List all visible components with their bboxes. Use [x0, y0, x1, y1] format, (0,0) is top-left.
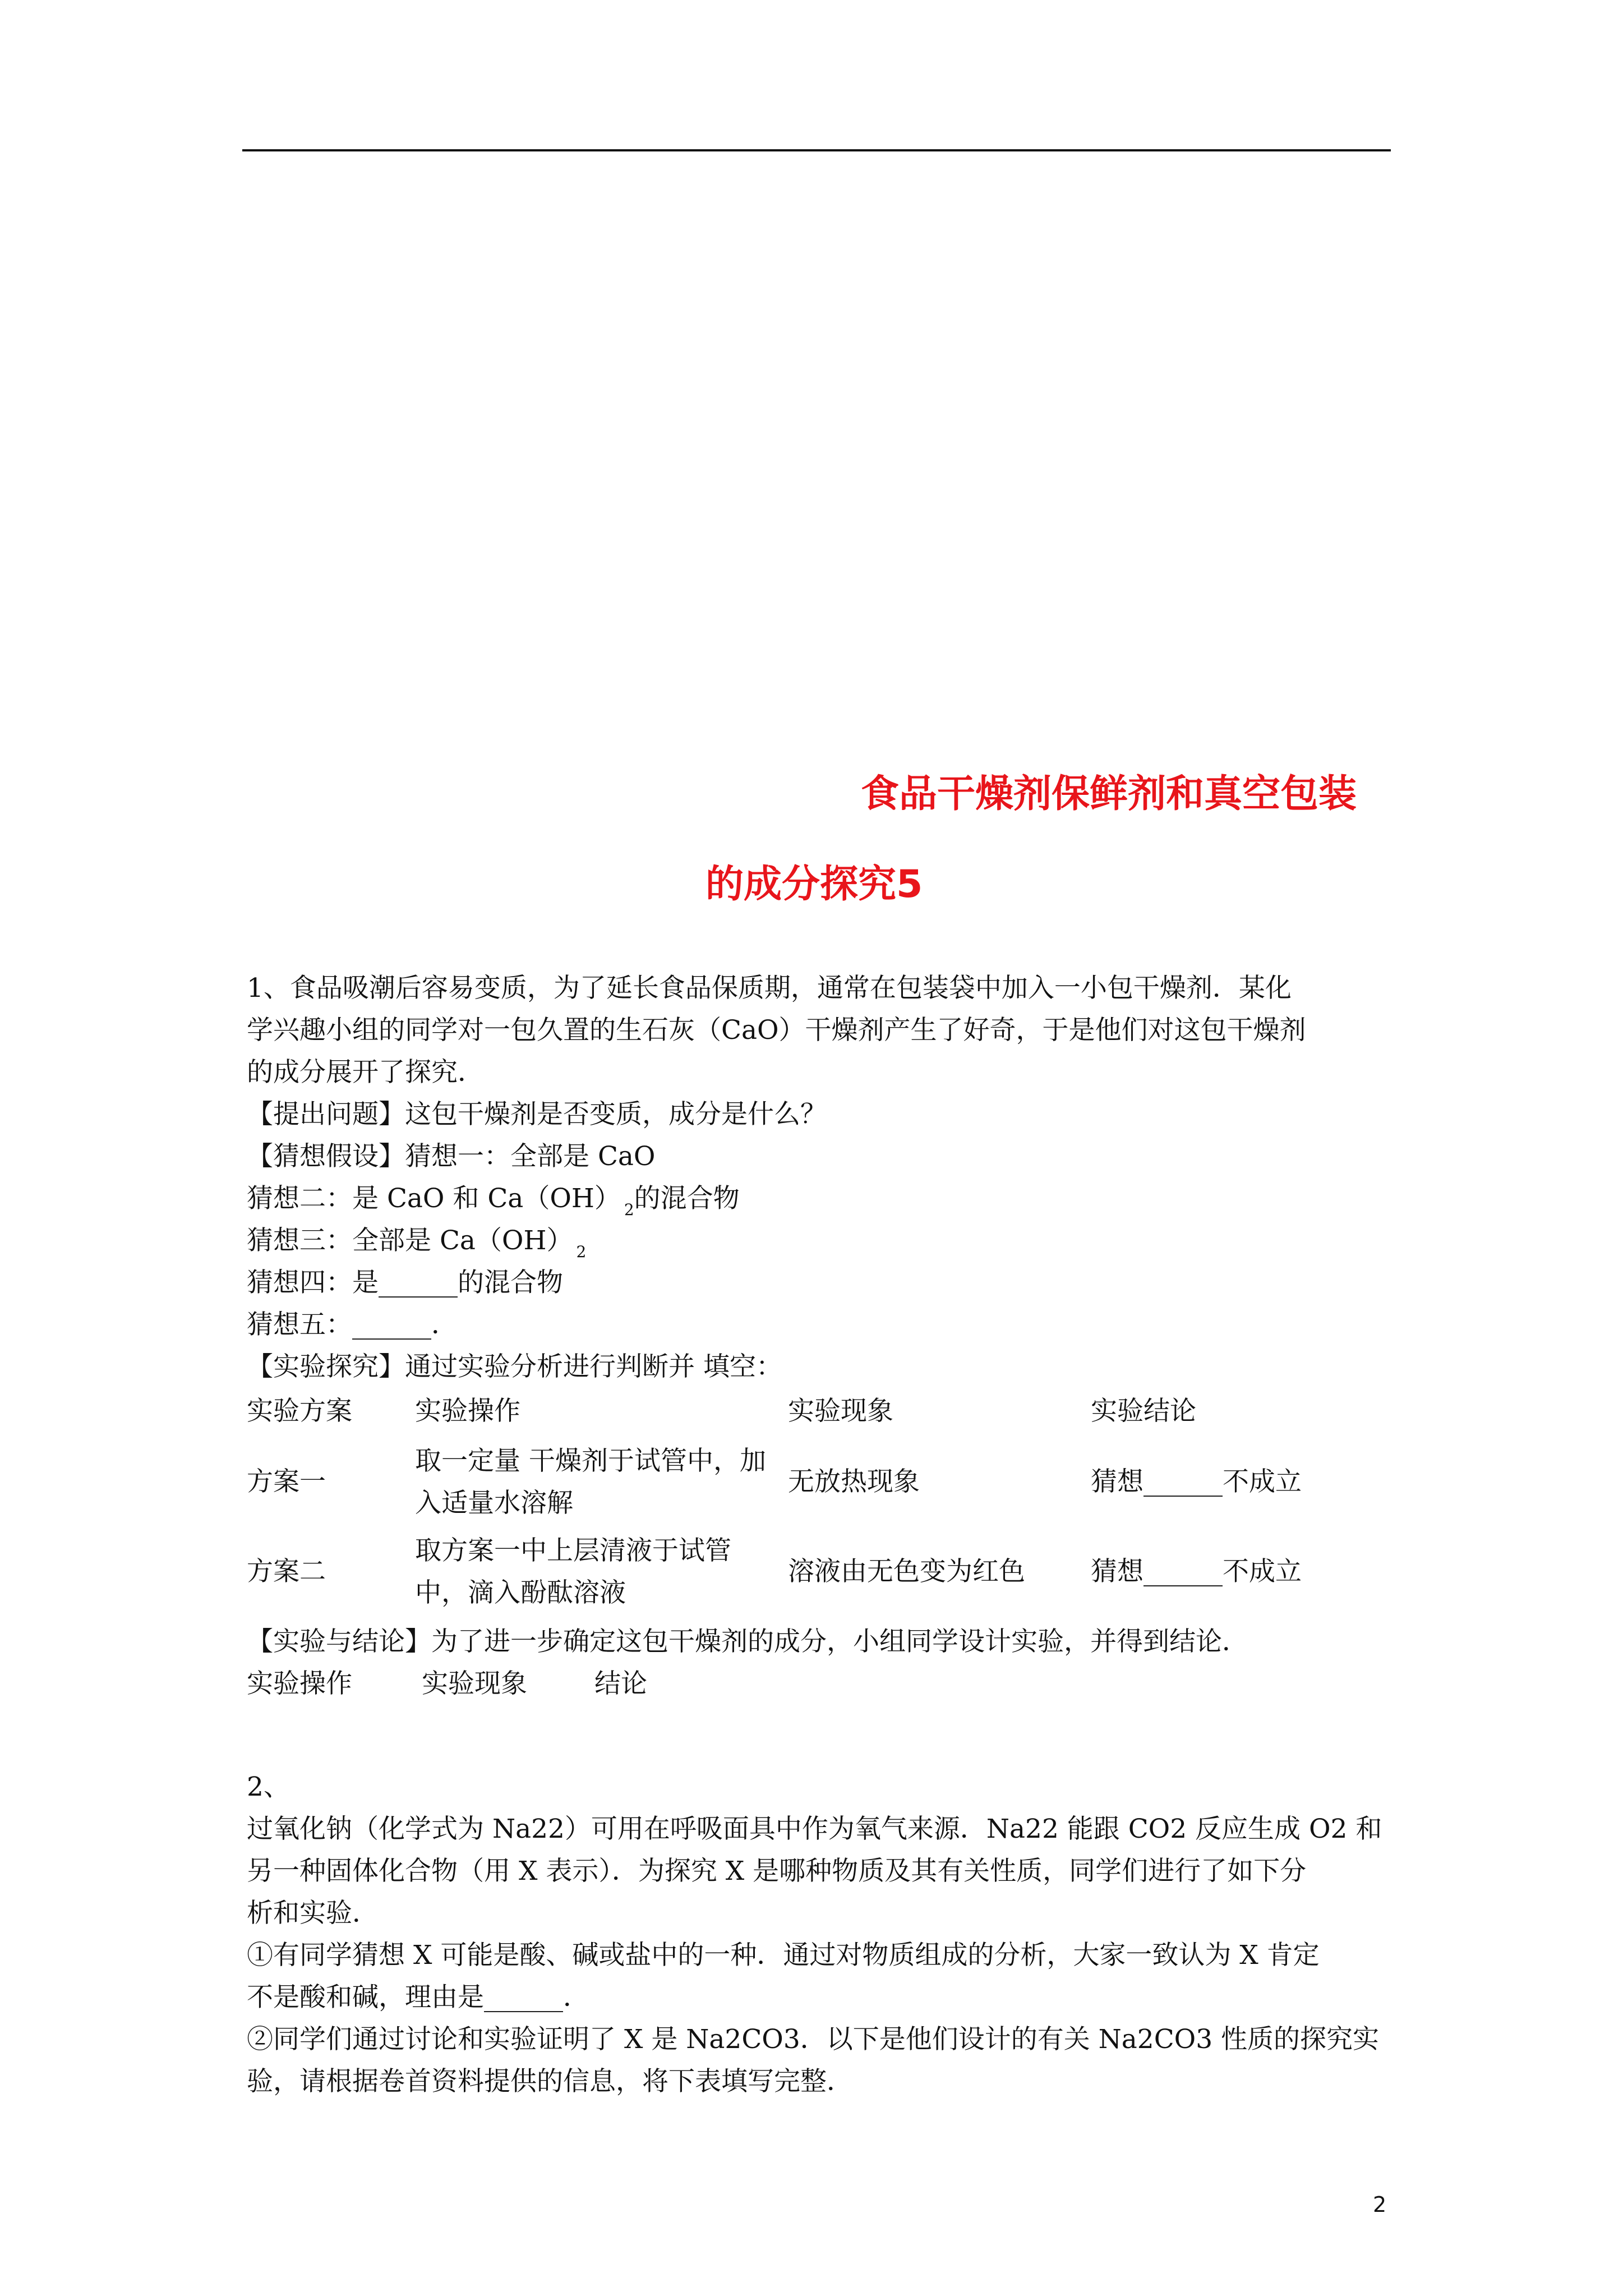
conclusion-header-cell: 实验现象 — [422, 1668, 527, 1699]
q2-line: 析和实验． — [247, 1898, 379, 1929]
table-cell-plan: 方案一 — [247, 1466, 326, 1497]
q2-line: 不是酸和碱，理由是______． — [247, 1982, 589, 2013]
q2-line: 另一种固体化合物（用 X 表示）．为探究 X 是哪种物质及其有关性质，同学们进行了如下分 — [247, 1856, 1307, 1887]
table-cell-operation: 中，滴入酚酞溶液 — [415, 1577, 626, 1608]
q1-conclusion-intro: 【实验与结论】为了进一步确定这包干燥剂的成分，小组同学设计实验，并得到结论． — [247, 1626, 1248, 1657]
table-cell-phenomenon: 溶液由无色变为红色 — [788, 1556, 1025, 1587]
subscript: 2 — [624, 1200, 634, 1219]
q1-hypothesis-4: 猜想四：是______的混合物 — [247, 1267, 563, 1298]
q2-line: 验，请根据卷首资料提供的信息，将下表填写完整． — [247, 2066, 853, 2097]
hypothesis-text-tail: 的混合物 — [634, 1183, 740, 1214]
q1-intro-line: 的成分展开了探究． — [247, 1057, 484, 1088]
q2-line: 过氧化钠（化学式为 Na22）可用在呼吸面具中作为氧气来源．Na22 能跟 CO2 反应生成 O2 和 — [247, 1814, 1382, 1844]
table-cell-conclusion: 猜想______不成立 — [1091, 1466, 1302, 1497]
table-cell-operation: 取一定量 干燥剂于试管中，加 — [415, 1446, 766, 1476]
q1-intro-line: 1、食品吸潮后容易变质，为了延长食品保质期，通常在包装袋中加入一小包干燥剂．某化 — [247, 973, 1292, 1004]
table-header-cell: 实验结论 — [1091, 1396, 1196, 1427]
table-cell-plan: 方案二 — [247, 1556, 326, 1587]
hypothesis-text: 猜想三：全部是 Ca（OH） — [247, 1225, 573, 1256]
q1-intro-line: 学兴趣小组的同学对一包久置的生石灰（CaO）干燥剂产生了好奇，于是他们对这包干燥剂 — [247, 1015, 1306, 1046]
q1-explore: 【实验探究】通过实验分析进行判断并 填空： — [247, 1351, 782, 1382]
table-cell-phenomenon: 无放热现象 — [788, 1466, 920, 1497]
q2-line: ②同学们通过讨论和实验证明了 X 是 Na2CO3．以下是他们设计的有关 Na2CO3 性质的探究实 — [247, 2024, 1380, 2055]
q1-hypothesis-2 — [247, 1182, 740, 1219]
hypothesis-text: 猜想二：是 CaO 和 Ca（OH） — [247, 1183, 621, 1214]
table-cell-operation: 入适量水溶解 — [415, 1488, 573, 1519]
conclusion-header-cell: 结论 — [594, 1668, 647, 1699]
table-header-cell: 实验方案 — [247, 1396, 352, 1427]
q2-number: 2、 — [247, 1772, 290, 1802]
q1-question: 【提出问题】这包干燥剂是否变质，成分是什么？ — [247, 1099, 827, 1130]
q2-line: ①有同学猜想 X 可能是酸、碱或盐中的一种．通过对物质组成的分析，大家一致认为 X 肯定 — [247, 1940, 1320, 1971]
table-header-cell: 实验现象 — [788, 1396, 893, 1427]
page-number: 2 — [1373, 2192, 1387, 2217]
table-header-cell: 实验操作 — [415, 1396, 520, 1427]
document-title-line-2: 的成分探究5 — [706, 862, 923, 907]
document-title-line-1: 食品干燥剂保鲜剂和真空包装 — [861, 772, 1357, 816]
subscript: 2 — [576, 1243, 587, 1261]
header-rule — [242, 149, 1391, 151]
q1-hypothesis-1: 【猜想假设】猜想一：全部是 CaO — [247, 1141, 656, 1172]
conclusion-header-cell: 实验操作 — [247, 1668, 352, 1699]
q1-hypothesis-5: 猜想五：______． — [247, 1309, 458, 1340]
table-cell-conclusion: 猜想______不成立 — [1091, 1556, 1302, 1587]
q1-hypothesis-3 — [247, 1224, 586, 1261]
table-cell-operation: 取方案一中上层清液于试管 — [415, 1535, 731, 1566]
